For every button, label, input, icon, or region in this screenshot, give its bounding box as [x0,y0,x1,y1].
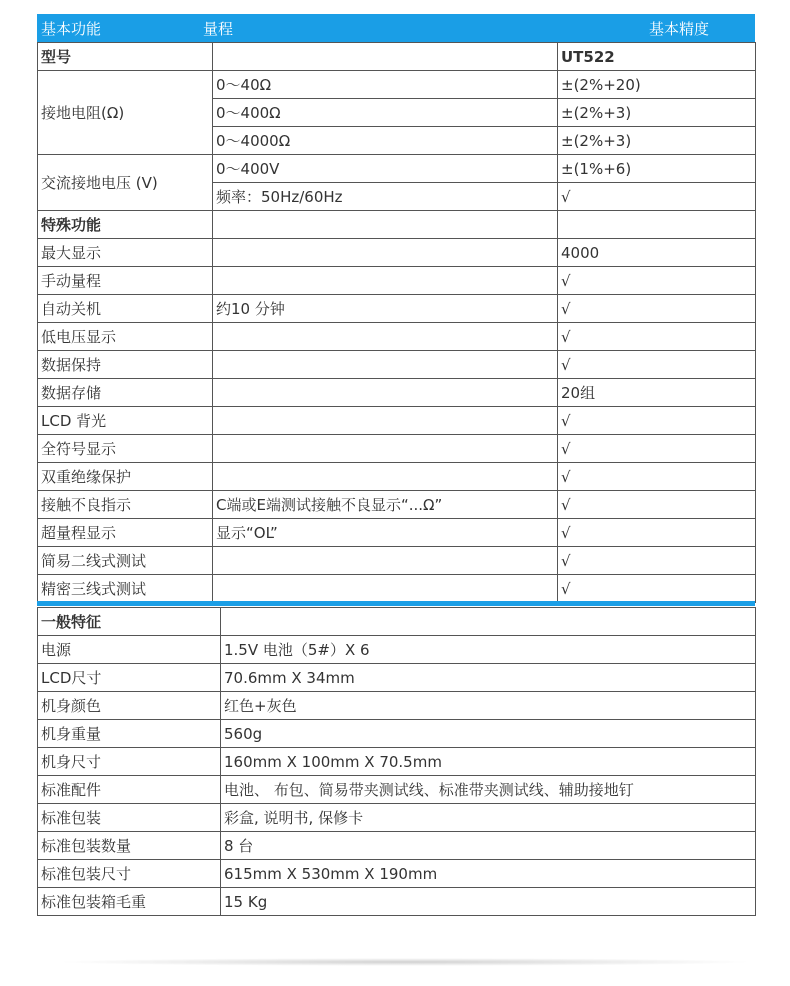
section-row [38,608,756,636]
accuracy-cell: ±(1%+6) [558,155,756,183]
table-row [38,491,756,519]
general-value-cell: 70.6mm X 34mm [221,664,756,692]
range-cell: 0～40Ω [213,71,558,99]
section-divider [37,601,755,606]
special-name-cell: 全符号显示 [38,435,213,463]
special-range-cell: 显示“OL” [213,519,558,547]
table-row [38,636,756,664]
special-name-cell: 低电压显示 [38,323,213,351]
table-row [38,776,756,804]
special-name-cell: 双重绝缘保护 [38,463,213,491]
special-name-cell: LCD 背光 [38,407,213,435]
general-name-cell: 机身重量 [38,720,221,748]
spec-table [37,42,756,603]
table-row [38,71,756,99]
table-row [38,295,756,323]
special-name-cell: 数据保持 [38,351,213,379]
special-name-cell: 数据存储 [38,379,213,407]
special-range-cell [213,435,558,463]
special-value-cell: √ [558,435,756,463]
special-value-cell: √ [558,323,756,351]
table-row [38,43,756,71]
table-row [38,155,756,183]
table-row [38,832,756,860]
general-value-cell: 红色+灰色 [221,692,756,720]
general-name-cell: 标准包装 [38,804,221,832]
special-value-cell: √ [558,407,756,435]
general-rows [38,636,756,916]
general-value-cell: 1.5V 电池（5#）X 6 [221,636,756,664]
header-basic-function: 基本功能 [41,20,102,38]
table-row [38,407,756,435]
special-name-cell: 最大显示 [38,239,213,267]
special-name-cell: 接触不良指示 [38,491,213,519]
table-row [38,664,756,692]
special-value-cell: 20组 [558,379,756,407]
special-range-cell: C端或E端测试接触不良显示“...Ω” [213,491,558,519]
table-header-bar [37,14,755,42]
general-name-cell: 电源 [38,636,221,664]
special-range-cell: 约10 分钟 [213,295,558,323]
special-value-cell: √ [558,267,756,295]
range-cell: 0～400V [213,155,558,183]
special-range-cell [213,463,558,491]
general-name-cell: 机身颜色 [38,692,221,720]
model-value: UT522 [558,43,756,71]
table-row [38,239,756,267]
general-value-cell: 160mm X 100mm X 70.5mm [221,748,756,776]
special-rows [38,239,756,603]
special-name-cell: 精密三线式测试 [38,575,213,603]
table-row [38,888,756,916]
special-value-cell: √ [558,519,756,547]
special-value-cell: √ [558,295,756,323]
table-row [38,463,756,491]
general-table [37,607,756,916]
special-range-cell [213,267,558,295]
general-value-cell: 8 台 [221,832,756,860]
accuracy-cell: √ [558,183,756,211]
table-row [38,435,756,463]
resistance-label: 接地电阻(Ω) [38,71,213,155]
table-row [38,720,756,748]
general-name-cell: 标准包装尺寸 [38,860,221,888]
general-section-title: 一般特征 [38,608,221,636]
general-name-cell: LCD尺寸 [38,664,221,692]
table-row [38,860,756,888]
accuracy-cell: ±(2%+20) [558,71,756,99]
table-row [38,519,756,547]
section-row [38,211,756,239]
special-value-cell: √ [558,575,756,603]
special-range-cell [213,379,558,407]
table-row [38,575,756,603]
range-cell: 频率：50Hz/60Hz [213,183,558,211]
range-cell: 0～400Ω [213,99,558,127]
special-range-cell [213,407,558,435]
range-cell: 0～4000Ω [213,127,558,155]
general-value-cell: 15 Kg [221,888,756,916]
model-label: 型号 [38,43,213,71]
accuracy-cell: ±(2%+3) [558,127,756,155]
general-value-cell: 615mm X 530mm X 190mm [221,860,756,888]
voltage-label: 交流接地电压 (V) [38,155,213,211]
general-value-cell: 560g [221,720,756,748]
general-value-cell: 电池、 布包、简易带夹测试线、标准带夹测试线、辅助接地钉 [221,776,756,804]
special-value-cell: √ [558,491,756,519]
bottom-shadow [55,958,755,966]
special-name-cell: 简易二线式测试 [38,547,213,575]
table-row [38,267,756,295]
special-value-cell: 4000 [558,239,756,267]
special-range-cell [213,351,558,379]
general-name-cell: 标准包装数量 [38,832,221,860]
header-basic-accuracy: 基本精度 [649,20,710,38]
table-row [38,804,756,832]
special-value-cell: √ [558,547,756,575]
table-row [38,547,756,575]
table-row [38,379,756,407]
special-range-cell [213,239,558,267]
general-name-cell: 机身尺寸 [38,748,221,776]
general-value-cell: 彩盒, 说明书, 保修卡 [221,804,756,832]
special-value-cell: √ [558,463,756,491]
header-range: 量程 [203,20,234,38]
table-row [38,351,756,379]
special-value-cell: √ [558,351,756,379]
accuracy-cell: ±(2%+3) [558,99,756,127]
special-range-cell [213,575,558,603]
table-row [38,323,756,351]
general-name-cell: 标准包装箱毛重 [38,888,221,916]
special-name-cell: 手动量程 [38,267,213,295]
special-section-title: 特殊功能 [38,211,213,239]
special-range-cell [213,323,558,351]
table-row [38,748,756,776]
special-name-cell: 自动关机 [38,295,213,323]
special-name-cell: 超量程显示 [38,519,213,547]
special-range-cell [213,547,558,575]
table-row [38,692,756,720]
general-name-cell: 标准配件 [38,776,221,804]
